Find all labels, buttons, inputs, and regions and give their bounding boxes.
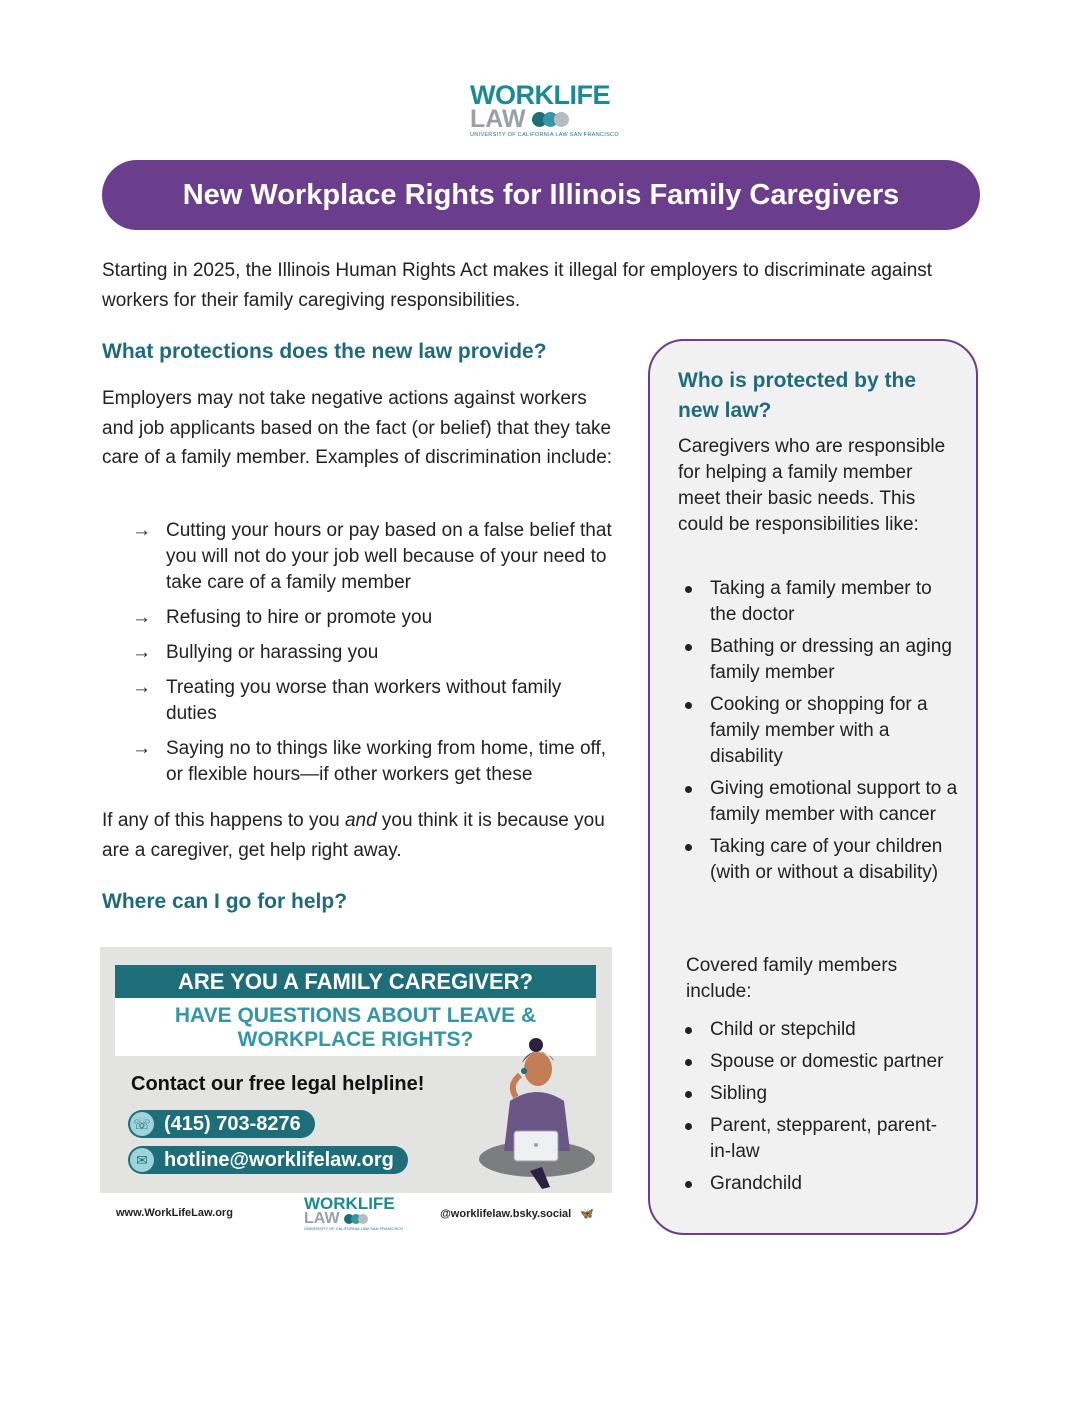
sidebar-intro: Caregivers who are responsible for helping a family member meet their basic needs. This could be responsibilities like:	[678, 436, 946, 535]
list-item: Spouse or domestic partner	[678, 1049, 958, 1075]
list-item: → Refusing to hire or promote you	[102, 605, 617, 631]
arrow-right-icon: →	[132, 642, 151, 663]
phone-icon: ☏	[130, 1112, 154, 1136]
list-item: Sibling	[678, 1081, 958, 1107]
responsibilities-list	[678, 576, 958, 892]
arrow-right-icon: →	[132, 520, 151, 541]
logo-line-1: WORKLIFE	[470, 80, 610, 110]
list-item: → Treating you worse than workers without family duties	[132, 677, 562, 724]
help-heading: Where can I go for help?	[102, 890, 348, 913]
list-item: → Saying no to things like working from home, time off, or flexible hours—if other workers get these	[132, 738, 607, 785]
list-item: Taking a family member to the doctor	[678, 576, 958, 628]
website-link[interactable]: www.WorkLifeLaw.org	[116, 1207, 233, 1219]
butterfly-icon: 🦋	[580, 1208, 594, 1220]
get-help-paragraph: If any of this happens to you and you think it is because you are a caregiver, get help right away.	[102, 810, 605, 861]
page-title: New Workplace Rights for Illinois Family Caregivers	[102, 160, 980, 230]
helpline-card	[100, 947, 612, 1235]
social-link[interactable]: @worklifelaw.bsky.social 🦋	[440, 1208, 594, 1220]
list-item: Parent, stepparent, parent-in-law	[678, 1113, 958, 1165]
contact-text: Contact our free legal helpline!	[131, 1073, 425, 1095]
phone-link[interactable]: ☏ (415) 703-8276	[128, 1110, 315, 1138]
list-item: Child or stepchild	[678, 1017, 958, 1043]
list-item: Grandchild	[678, 1171, 958, 1197]
card-footer	[100, 1193, 612, 1235]
arrow-right-icon: →	[132, 607, 151, 628]
covered-intro: Covered family members include:	[686, 955, 898, 1002]
discrimination-examples-list	[102, 518, 617, 797]
logo-circles-icon	[532, 112, 569, 127]
family-members-list	[678, 1017, 958, 1203]
protections-paragraph: Employers may not take negative actions against workers and job applicants based on the fact (or belief) that they take care of a family member. Examples of discrimination include:	[102, 388, 613, 468]
list-item: → Bullying or harassing you	[102, 640, 617, 666]
sidebar-heading: Who is protected by the new law?	[678, 369, 917, 422]
logo-subtitle: UNIVERSITY OF CALIFORNIA LAW SAN FRANCISCO	[470, 132, 619, 138]
arrow-right-icon: →	[132, 677, 151, 698]
logo-line-2: LAW	[470, 105, 526, 133]
email-link[interactable]: ✉ hotline@worklifelaw.org	[128, 1146, 408, 1174]
list-item: Taking care of your children (with or without a disability)	[678, 834, 958, 886]
caregiver-illustration	[472, 1031, 602, 1191]
list-item: → Cutting your hours or pay based on a false belief that you will not do your job well because of your need to take care of a family member	[132, 520, 612, 593]
protections-heading: What protections does the new law provide?	[102, 340, 547, 363]
mail-icon: ✉	[130, 1148, 154, 1172]
caregiver-banner: ARE YOU A FAMILY CAREGIVER?	[115, 965, 596, 998]
logo-circles-icon	[344, 1214, 368, 1224]
footer-logo: WORKLIFE LAW UNIVERSITY OF CALIFORNIA LAW SAN FRANCISCO	[304, 1194, 404, 1231]
intro-paragraph: Starting in 2025, the Illinois Human Rights Act makes it illegal for employers to discriminate against workers for their family caregiving responsibilities.	[102, 260, 933, 311]
list-item: Giving emotional support to a family member with cancer	[678, 776, 958, 828]
worklife-law-logo	[470, 80, 630, 138]
list-item: Bathing or dressing an aging family member	[678, 634, 958, 686]
arrow-right-icon: →	[132, 738, 151, 759]
list-item: Cooking or shopping for a family member with a disability	[678, 692, 958, 770]
questions-banner: HAVE QUESTIONS ABOUT LEAVE & WORKPLACE RIGHTS?	[115, 998, 596, 1056]
